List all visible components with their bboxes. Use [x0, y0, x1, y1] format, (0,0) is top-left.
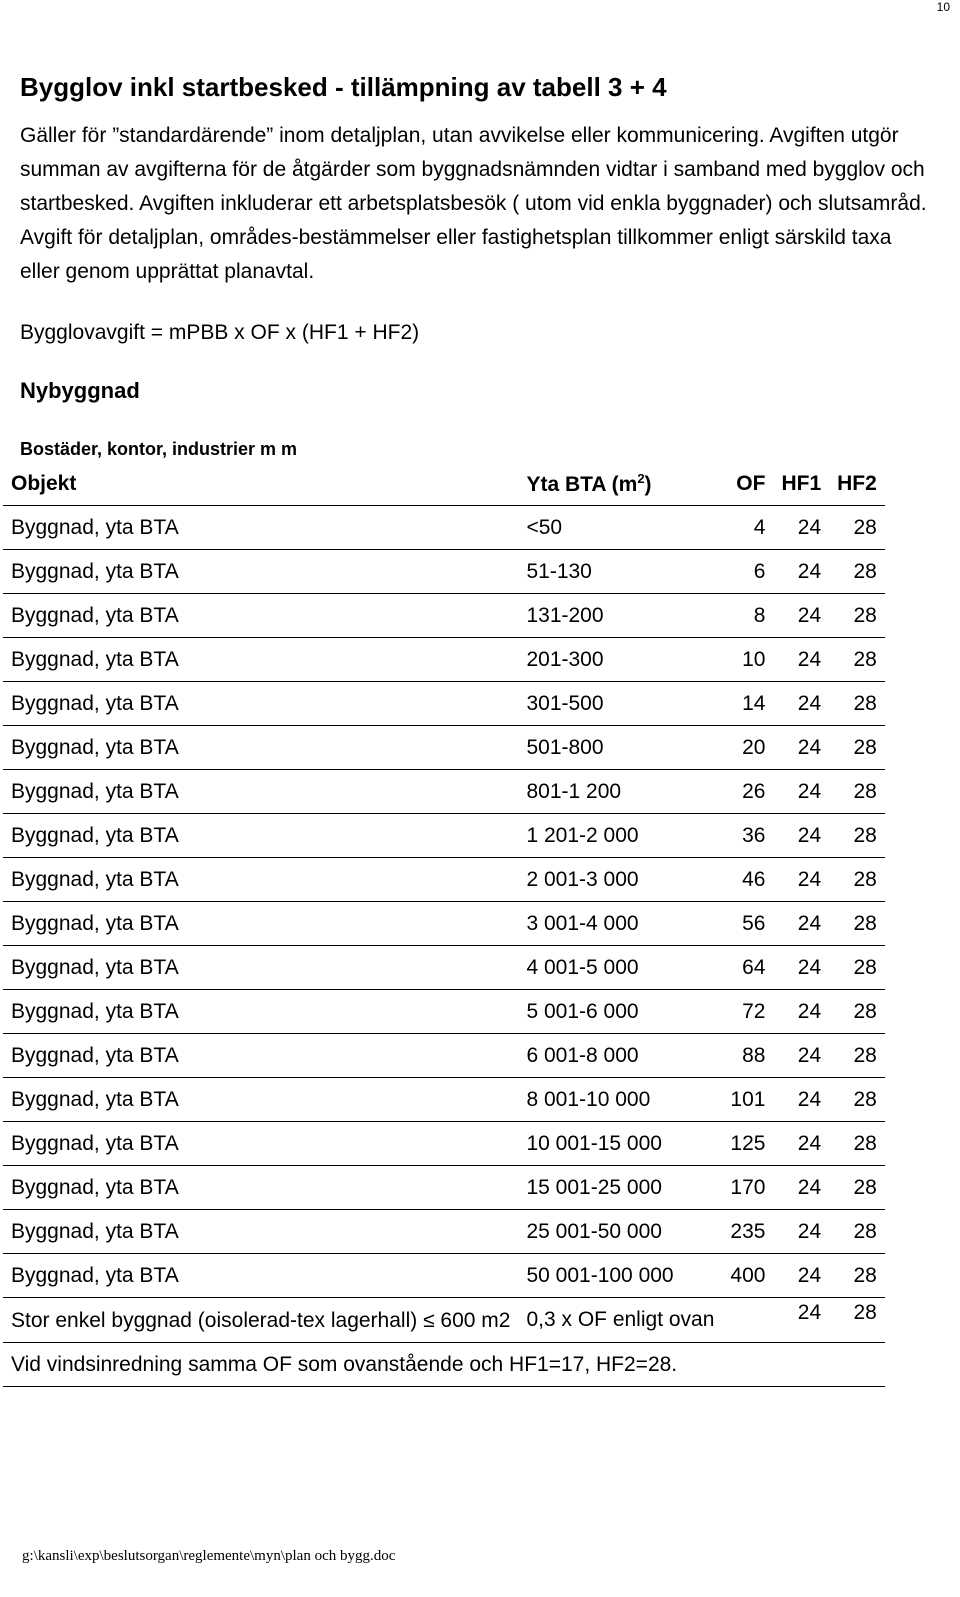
table-row: [3, 550, 885, 594]
cell-objekt: Byggnad, yta BTA: [3, 594, 518, 638]
cell-hf2: 28: [829, 726, 885, 770]
cell-objekt: Byggnad, yta BTA: [3, 1254, 518, 1298]
cell-objekt: Byggnad, yta BTA: [3, 814, 518, 858]
cell-objekt: Byggnad, yta BTA: [3, 638, 518, 682]
cell-of: 6: [722, 550, 773, 594]
table-row: [3, 1078, 885, 1122]
cell-hf2: 28: [829, 990, 885, 1034]
cell-yta: 0,3 x OF enligt ovan: [518, 1298, 722, 1343]
cell-objekt: Byggnad, yta BTA: [3, 990, 518, 1034]
cell-of: 170: [722, 1166, 773, 1210]
cell-hf1: 24: [773, 902, 829, 946]
cell-hf1: 24: [773, 1034, 829, 1078]
table-row: [3, 638, 885, 682]
table-row: [3, 1254, 885, 1298]
cell-hf1: 24: [773, 726, 829, 770]
subsection-title: Bostäder, kontor, industrier m m: [20, 439, 298, 459]
cell-hf1: 24: [773, 1166, 829, 1210]
cell-hf1: 24: [773, 946, 829, 990]
cell-hf1: 24: [773, 638, 829, 682]
cell-hf1: 24: [773, 1298, 829, 1343]
cell-hf1: 24: [773, 814, 829, 858]
cell-yta: 3 001-4 000: [518, 902, 722, 946]
page-title: Bygglov inkl startbesked - tillämpning av tabell 3 + 4: [20, 72, 667, 102]
header-objekt: Objekt: [3, 462, 518, 506]
cell-objekt: Byggnad, yta BTA: [3, 506, 518, 550]
table-row: [3, 726, 885, 770]
cell-hf2: 28: [829, 1166, 885, 1210]
page-number: 10: [936, 0, 950, 14]
cell-of: 46: [722, 858, 773, 902]
cell-objekt: Byggnad, yta BTA: [3, 726, 518, 770]
cell-hf1: 24: [773, 770, 829, 814]
cell-yta: 1 201-2 000: [518, 814, 722, 858]
cell-of: 4: [722, 506, 773, 550]
table-row: [3, 902, 885, 946]
cell-yta: 10 001-15 000: [518, 1122, 722, 1166]
table-row: [3, 770, 885, 814]
cell-yta: 4 001-5 000: [518, 946, 722, 990]
cell-of: 14: [722, 682, 773, 726]
cell-objekt: Byggnad, yta BTA: [3, 550, 518, 594]
cell-hf1: 24: [773, 1254, 829, 1298]
cell-of: 20: [722, 726, 773, 770]
cell-yta: 15 001-25 000: [518, 1166, 722, 1210]
header-hf2: HF2: [829, 462, 885, 506]
header-yta-exponent: 2: [637, 470, 645, 486]
table-row: [3, 814, 885, 858]
cell-objekt: Stor enkel byggnad (oisolerad-tex lagerhall) ≤ 600 m2: [3, 1298, 518, 1343]
cell-hf2: 28: [829, 1298, 885, 1343]
cell-of: 64: [722, 946, 773, 990]
fee-formula: Bygglovavgift = mPBB x OF x (HF1 + HF2): [20, 321, 420, 344]
cell-objekt: Byggnad, yta BTA: [3, 682, 518, 726]
cell-of: 235: [722, 1210, 773, 1254]
cell-yta: 5 001-6 000: [518, 990, 722, 1034]
header-of: OF: [722, 462, 773, 506]
cell-yta: 8 001-10 000: [518, 1078, 722, 1122]
cell-of: [722, 1298, 773, 1343]
table-row: [3, 594, 885, 638]
cell-of: 56: [722, 902, 773, 946]
cell-objekt: Byggnad, yta BTA: [3, 1034, 518, 1078]
table-header-row: [3, 462, 885, 506]
cell-hf1: 24: [773, 1122, 829, 1166]
cell-objekt: Byggnad, yta BTA: [3, 946, 518, 990]
cell-yta: 801-1 200: [518, 770, 722, 814]
cell-objekt: Byggnad, yta BTA: [3, 1210, 518, 1254]
intro-paragraph: Gäller för ”standardärende” inom detaljplan, utan avvikelse eller kommunicering. Avgiften utgör summan av avgifterna för de åtgärder som byggnadsnämnden vidtar i samband med bygglov och startbesked. Avgiften inkluderar ett arbetsplatsbesök ( utom vid enkla byggnader) och slutsamråd. Avgift för detaljplan, områdes-bestämmelser eller fastighetsplan tillkommer enligt särskild taxa eller genom upprättat planavtal.: [20, 124, 927, 283]
table-note-row: [3, 1343, 885, 1387]
cell-yta: 50 001-100 000: [518, 1254, 722, 1298]
cell-hf1: 24: [773, 858, 829, 902]
cell-hf2: 28: [829, 858, 885, 902]
cell-hf2: 28: [829, 638, 885, 682]
cell-hf2: 28: [829, 1254, 885, 1298]
table-row: [3, 682, 885, 726]
cell-hf1: 24: [773, 550, 829, 594]
cell-yta: 301-500: [518, 682, 722, 726]
cell-of: 101: [722, 1078, 773, 1122]
cell-hf2: 28: [829, 770, 885, 814]
file-path-footer: g:\kansli\exp\beslutsorgan\reglemente\myn\plan och bygg.doc: [22, 1548, 396, 1564]
cell-hf2: 28: [829, 1034, 885, 1078]
cell-objekt: Byggnad, yta BTA: [3, 770, 518, 814]
header-yta-label: Yta BTA (m: [526, 472, 638, 496]
cell-objekt: Byggnad, yta BTA: [3, 902, 518, 946]
cell-of: 10: [722, 638, 773, 682]
table-row: [3, 1210, 885, 1254]
header-yta-close: ): [644, 472, 652, 496]
cell-hf1: 24: [773, 594, 829, 638]
header-yta: [518, 462, 722, 506]
cell-hf1: 24: [773, 506, 829, 550]
table-row: [3, 990, 885, 1034]
cell-objekt: Byggnad, yta BTA: [3, 1078, 518, 1122]
table-row: [3, 858, 885, 902]
cell-of: 36: [722, 814, 773, 858]
cell-hf1: 24: [773, 990, 829, 1034]
table-row: [3, 1034, 885, 1078]
cell-objekt: Byggnad, yta BTA: [3, 1166, 518, 1210]
cell-hf2: 28: [829, 902, 885, 946]
cell-hf2: 28: [829, 682, 885, 726]
cell-of: 125: [722, 1122, 773, 1166]
header-hf1: HF1: [773, 462, 829, 506]
cell-hf2: 28: [829, 1078, 885, 1122]
cell-of: 8: [722, 594, 773, 638]
cell-of: 88: [722, 1034, 773, 1078]
cell-hf2: 28: [829, 506, 885, 550]
cell-hf2: 28: [829, 1210, 885, 1254]
cell-yta: <50: [518, 506, 722, 550]
cell-of: 72: [722, 990, 773, 1034]
cell-objekt: Byggnad, yta BTA: [3, 858, 518, 902]
cell-hf2: 28: [829, 594, 885, 638]
cell-yta: 131-200: [518, 594, 722, 638]
table-note: Vid vindsinredning samma OF som ovanstående och HF1=17, HF2=28.: [3, 1343, 885, 1387]
cell-hf1: 24: [773, 1078, 829, 1122]
cell-of: 400: [722, 1254, 773, 1298]
cell-yta: 25 001-50 000: [518, 1210, 722, 1254]
cell-of: 26: [722, 770, 773, 814]
cell-hf2: 28: [829, 1122, 885, 1166]
cell-hf2: 28: [829, 946, 885, 990]
cell-yta: 201-300: [518, 638, 722, 682]
cell-yta: 501-800: [518, 726, 722, 770]
cell-hf1: 24: [773, 682, 829, 726]
cell-yta: 6 001-8 000: [518, 1034, 722, 1078]
cell-hf1: 24: [773, 1210, 829, 1254]
cell-hf2: 28: [829, 814, 885, 858]
cell-yta: 51-130: [518, 550, 722, 594]
cell-hf2: 28: [829, 550, 885, 594]
fee-table: [3, 462, 885, 1387]
section-title: Nybyggnad: [20, 378, 140, 403]
table-row: [3, 506, 885, 550]
table-row: [3, 1122, 885, 1166]
table-row: [3, 1166, 885, 1210]
table-row: [3, 946, 885, 990]
cell-yta: 2 001-3 000: [518, 858, 722, 902]
table-row-special: [3, 1298, 885, 1343]
cell-objekt: Byggnad, yta BTA: [3, 1122, 518, 1166]
